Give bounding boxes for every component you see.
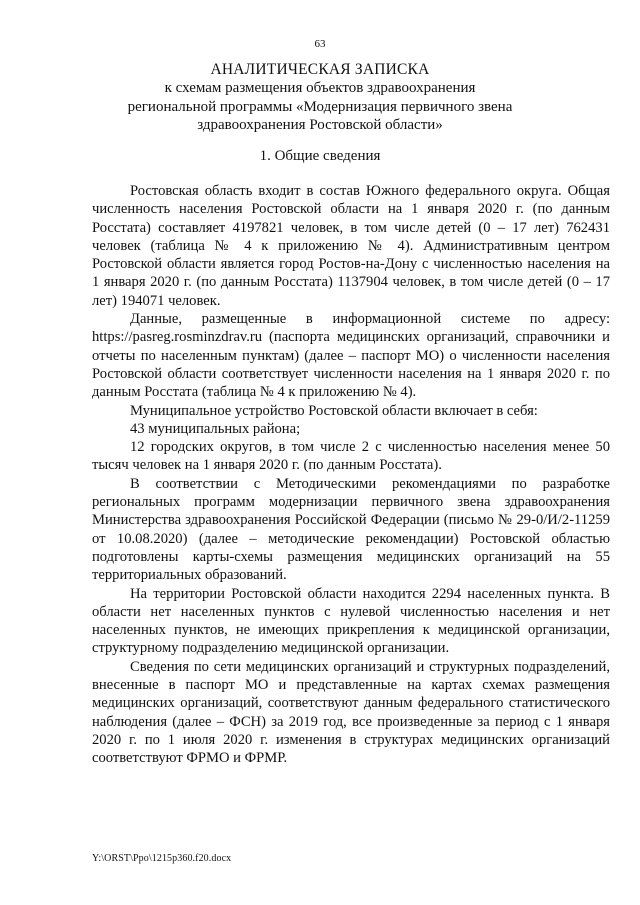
document-subtitle-line: к схемам размещения объектов здравоохранения <box>164 80 476 96</box>
section-heading: 1. Общие сведения <box>259 148 381 164</box>
paragraph: 43 муниципальных района; <box>130 420 301 437</box>
paragraph: На территории Ростовской области находится 2294 населенных пункта. В области нет населенных пунктов с нулевой численностью населения и нет населенных пунктов, не имеющих прикрепления к медицинской организации, структурному подразделению медицинской организации. <box>92 585 610 657</box>
paragraph: Данные, размещенные в информационной системе по адресу: https://pasreg.rosminzdrav.ru (паспорта медицинских организаций, справочники и отчеты по населенным пунктам) (далее – паспорт МО) о численности населения Ростовской области соответствует численности населения на 1 января 2020 г. по данным Росстата (таблица № 4 к приложению № 4). <box>92 311 610 401</box>
document-subtitle-line: здравоохранения Ростовской области» <box>197 117 443 133</box>
page-number: 63 <box>314 38 326 50</box>
footer-file-path: Y:\ORST\Ppo\1215p360.f20.docx <box>92 853 232 864</box>
paragraph: Муниципальное устройство Ростовской области включает в себя: <box>130 402 538 419</box>
document-subtitle-line: региональной программы «Модернизация первичного звена <box>127 98 513 115</box>
paragraph: 12 городских округов, в том числе 2 с численностью населения менее 50 тысяч человек на 1 января 2020 г. (по данным Росстата). <box>92 439 610 474</box>
document-title: АНАЛИТИЧЕСКАЯ ЗАПИСКА <box>210 61 430 78</box>
body-text <box>92 182 610 768</box>
document-header <box>0 60 640 135</box>
paragraph: Сведения по сети медицинских организаций и структурных подразделений, внесенные в паспорт МО и представленные на картах схемах размещения медицинских организаций, соответствуют данным федерального статистического наблюдения (далее – ФСН) за 2019 год, все произведенные за период с 1 января 2020 г. по 1 июля 2020 г. изменения в структурах медицинских организаций соответствуют ФРМО и ФРМР. <box>92 658 610 767</box>
paragraph: Ростовская область входит в состав Южного федерального округа. Общая численность населения Ростовской области на 1 января 2020 г. (по данным Росстата) составляет 4197821 человек, в том числе детей (0 – 17 лет) 762431 человек (таблица № 4 к приложению № 4). Административным центром Ростовской области является город Ростов-на-Дону с численностью населения на 1 января 2020 г. (по данным Росстата) 1137904 человек, в том числе детей (0 – 17 лет) 194071 человек. <box>92 183 610 309</box>
paragraph: В соответствии с Методическими рекомендациями по разработке региональных программ модернизации первичного звена здравоохранения Министерства здравоохранения Российской Федерации (письмо № 29-0/И/2-11259 от 10.08.2020) (далее – методические рекомендации) Ростовской областью подготовлены карты-схемы размещения медицинских организаций на 55 территориальных образований. <box>92 475 610 584</box>
